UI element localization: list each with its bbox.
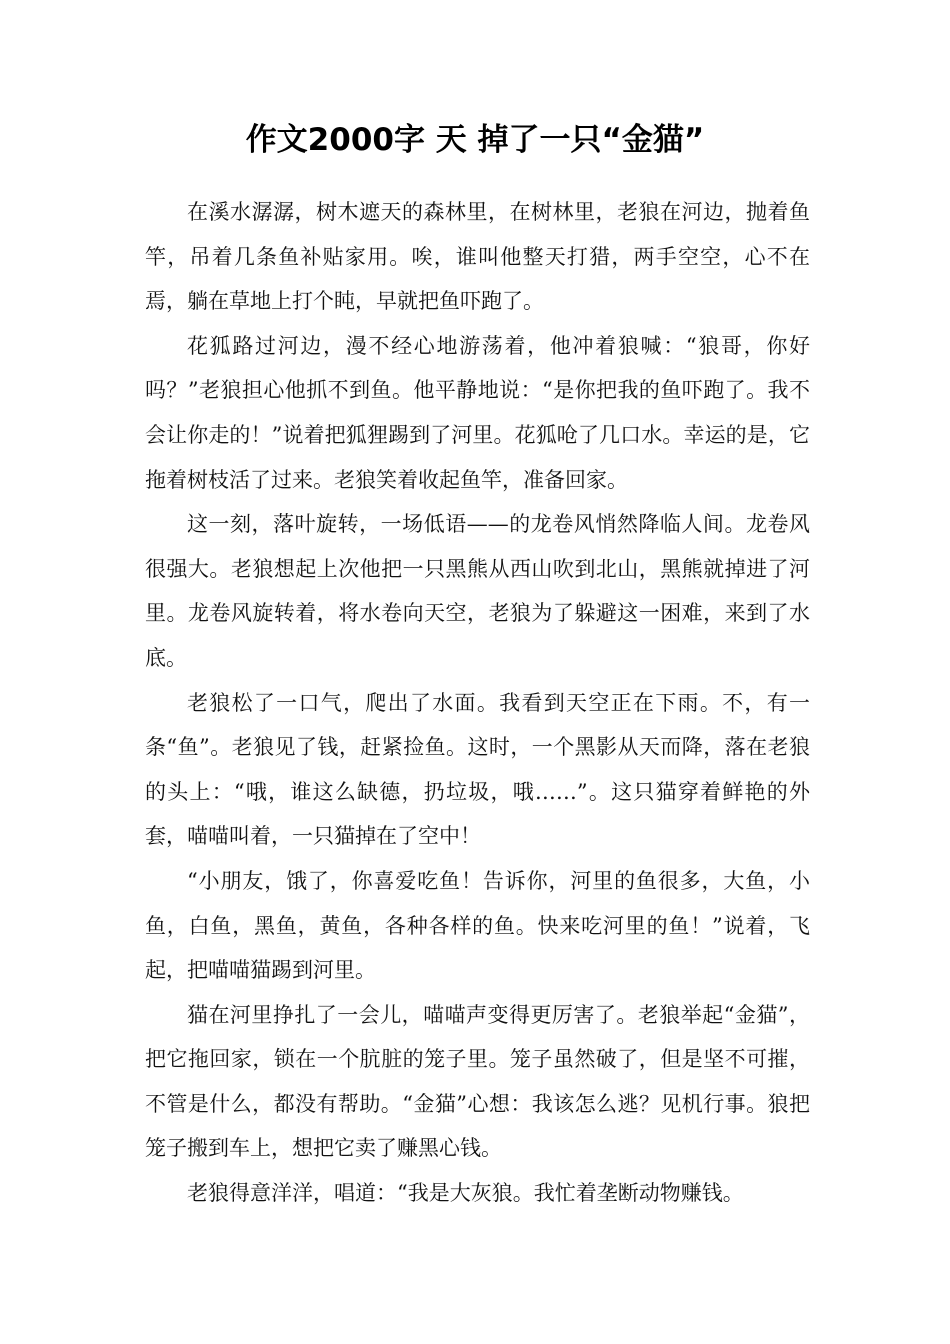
paragraph: 花狐路过河边，漫不经心地游荡着，他冲着狼喊：“狼哥，你好吗？”老狼担心他抓不到鱼。他平静地说：“是你把我的鱼吓跑了。我不会让你走的！”说着把狐狸踢到了河里。花狐呛了几口水。幸运的是，它拖着树枝活了过来。老狼笑着收起鱼竿，准备回家。 [145,333,810,492]
paragraph: 猫在河里挣扎了一会儿，喵喵声变得更厉害了。老狼举起“金猫”，把它拖回家，锁在一个肮脏的笼子里。笼子虽然破了，但是坚不可摧，不管是什么，都没有帮助。“金猫”心想：我该怎么逃？见机行事。狼把笼子搬到车上，想把它卖了赚黑心钱。 [145,1002,810,1161]
document-title: 作文2000字 天 掉了一只“金猫” [245,122,705,158]
paragraph: “小朋友，饿了，你喜爱吃鱼！告诉你，河里的鱼很多，大鱼，小鱼，白鱼，黑鱼，黄鱼，各种各样的鱼。快来吃河里的鱼！”说着，飞起，把喵喵猫踢到河里。 [145,868,810,983]
paragraph: 在溪水潺潺，树木遮天的森林里，在树林里，老狼在河边，抛着鱼竿，吊着几条鱼补贴家用。唉，谁叫他整天打猎，两手空空，心不在焉，躺在草地上打个盹，早就把鱼吓跑了。 [145,200,810,314]
paragraph: 老狼得意洋洋，唱道：“我是大灰狼。我忙着垄断动物赚钱。 [187,1181,744,1206]
paragraph: 这一刻，落叶旋转，一场低语——的龙卷风悄然降临人间。龙卷风很强大。老狼想起上次他把一只黑熊从西山吹到北山，黑熊就掉进了河里。龙卷风旋转着，将水卷向天空，老狼为了躲避这一困难，来到了水底。 [145,512,810,670]
paragraph: 老狼松了一口气，爬出了水面。我看到天空正在下雨。不，有一条“鱼”。老狼见了钱，赶紧捡鱼。这时，一个黑影从天而降，落在老狼的头上：“哦，谁这么缺德，扔垃圾，哦……”。这只猫穿着鲜艳的外套，喵喵叫着，一只猫掉在了空中！ [145,690,810,849]
document-body [145,190,810,1216]
